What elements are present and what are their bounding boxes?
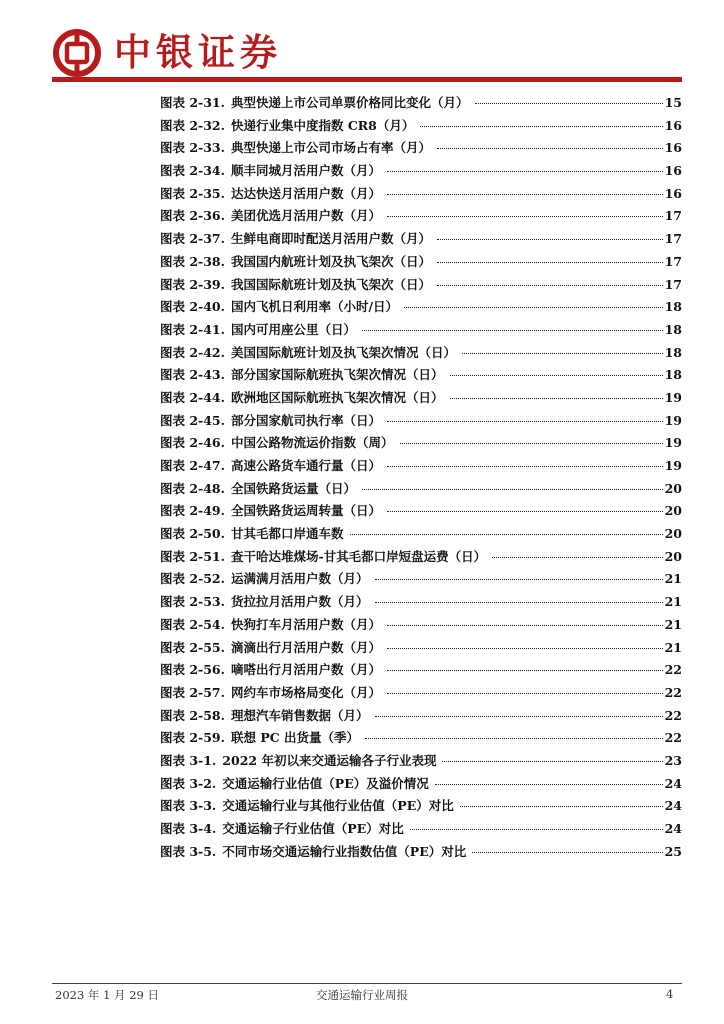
toc-entry-page: 21 (664, 571, 682, 587)
toc-entry[interactable] (160, 500, 682, 523)
toc-entry-title: 货拉拉月活用户数（月） (230, 594, 369, 610)
toc-entry-title: 查干哈达堆煤场-甘其毛都口岸短盘运费（日） (230, 548, 487, 564)
toc-entry-title: 全国铁路货运周转量（日） (230, 503, 381, 519)
toc-entry-label: 图表 2-31. (160, 95, 225, 110)
toc-entry-label: 图表 2-55. (160, 639, 225, 655)
toc-entry-label: 图表 2-35. (160, 185, 225, 201)
toc-dot-leader (387, 511, 663, 512)
toc-entry-label: 图表 3-2. (160, 775, 217, 791)
toc-dot-leader (460, 806, 663, 807)
toc-entry[interactable] (160, 205, 682, 228)
toc-entry-title: 全国铁路货运量（日） (230, 480, 356, 496)
toc-dot-leader (387, 625, 663, 626)
toc-entry-label: 图表 2-40. (160, 299, 225, 315)
toc-entry-page: 24 (664, 821, 682, 836)
toc-entry-title: 滴滴出行月活用户数（月） (230, 639, 381, 655)
toc-entry[interactable] (160, 546, 682, 569)
toc-entry[interactable] (160, 183, 682, 206)
toc-entry-label: 图表 2-52. (160, 571, 225, 587)
toc-entry-page: 22 (664, 684, 682, 700)
toc-dot-leader (362, 330, 663, 331)
toc-entry-label: 图表 2-46. (160, 435, 225, 451)
toc-entry-page: 24 (664, 798, 682, 814)
toc-dot-leader (362, 489, 663, 490)
toc-entry-label: 图表 2-39. (160, 276, 225, 292)
toc-dot-leader (450, 375, 663, 376)
toc-entry[interactable] (160, 841, 682, 864)
toc-dot-leader (442, 761, 662, 762)
toc-entry[interactable] (160, 478, 682, 501)
toc-entry-label: 图表 2-54. (160, 616, 225, 632)
toc-dot-leader (375, 602, 663, 603)
toc-entry-label: 图表 2-32. (160, 117, 225, 133)
toc-entry-title: 联想 PC 出货量（季） (230, 730, 360, 746)
toc-entry-page: 15 (664, 95, 682, 110)
toc-entry[interactable] (160, 228, 682, 251)
toc-entry[interactable] (160, 773, 682, 796)
toc-entry-label: 图表 2-59. (160, 730, 225, 746)
toc-entry-label: 图表 3-3. (160, 798, 217, 814)
toc-entry-label: 图表 2-51. (160, 548, 225, 564)
toc-entry-label: 图表 3-5. (160, 843, 217, 859)
toc-entry[interactable] (160, 296, 682, 319)
toc-entry[interactable] (160, 137, 682, 160)
toc-dot-leader (387, 693, 663, 694)
toc-entry-page: 18 (664, 321, 682, 337)
toc-entry[interactable] (160, 614, 682, 637)
toc-entry-label: 图表 3-4. (160, 821, 217, 836)
toc-entry[interactable] (160, 92, 682, 115)
toc-dot-leader (437, 285, 663, 286)
toc-dot-leader (387, 421, 663, 422)
toc-dot-leader (350, 534, 663, 535)
toc-entry-page: 19 (664, 412, 682, 428)
bank-of-china-logo-icon (52, 28, 102, 78)
toc-entry-title: 2022 年初以来交通运输各子行业表现 (222, 752, 437, 768)
toc-entry-title: 甘其毛都口岸通车数 (230, 526, 344, 542)
toc-dot-leader (365, 738, 663, 739)
toc-entry-page: 23 (664, 752, 682, 768)
toc-entry-page: 20 (664, 503, 682, 519)
toc-dot-leader (472, 852, 662, 853)
toc-entry-label: 图表 2-42. (160, 344, 225, 360)
toc-entry-label: 图表 2-45. (160, 412, 225, 428)
toc-dot-leader (387, 216, 663, 217)
toc-entry-title: 运满满月活用户数（月） (230, 571, 369, 587)
toc-entry-title: 国内飞机日利用率（小时/日） (230, 299, 399, 315)
toc-entry-title: 达达快送月活用户数（月） (230, 185, 381, 201)
toc-entry-page: 20 (664, 526, 682, 542)
toc-entry-label: 图表 2-34. (160, 163, 225, 179)
toc-entry-title: 交通运输行业估值（PE）及溢价情况 (222, 775, 429, 791)
toc-dot-leader (400, 443, 663, 444)
toc-entry-title: 网约车市场格局变化（月） (230, 684, 381, 700)
figure-table-of-contents (160, 92, 682, 863)
toc-entry[interactable] (160, 410, 682, 433)
toc-entry[interactable] (160, 750, 682, 773)
toc-dot-leader (450, 398, 663, 399)
toc-entry[interactable] (160, 795, 682, 818)
toc-dot-leader (437, 148, 663, 149)
toc-entry-label: 图表 2-49. (160, 503, 225, 519)
toc-entry-title: 典型快递上市公司市场占有率（月） (230, 140, 431, 156)
toc-dot-leader (420, 126, 662, 127)
toc-entry[interactable] (160, 387, 682, 410)
toc-entry-page: 17 (664, 208, 682, 224)
toc-entry-label: 图表 2-36. (160, 208, 225, 224)
toc-dot-leader (387, 648, 663, 649)
toc-entry[interactable] (160, 364, 682, 387)
toc-entry-page: 21 (664, 616, 682, 632)
toc-entry-title: 部分国家航司执行率（日） (230, 412, 381, 428)
toc-entry[interactable] (160, 523, 682, 546)
toc-entry-page: 16 (664, 117, 682, 133)
toc-entry-label: 图表 3-1. (160, 752, 217, 768)
toc-entry-title: 我国国际航班计划及执飞架次（日） (230, 276, 431, 292)
toc-entry-title: 典型快递上市公司单票价格同比变化（月） (230, 95, 469, 110)
toc-entry[interactable] (160, 115, 682, 138)
toc-entry-title: 国内可用座公里（日） (230, 321, 356, 337)
toc-entry-title: 生鲜电商即时配送月活用户数（月） (230, 231, 431, 247)
toc-entry-title: 部分国家国际航班执飞架次情况（日） (230, 367, 444, 383)
toc-entry-page: 19 (664, 389, 682, 405)
toc-entry-page: 22 (664, 662, 682, 678)
toc-entry[interactable] (160, 432, 682, 455)
toc-entry-title: 嘀嗒出行月活用户数（月） (230, 662, 381, 678)
toc-dot-leader (387, 194, 663, 195)
footer-page-number: 4 (666, 987, 674, 1001)
toc-dot-leader (375, 716, 663, 717)
toc-entry[interactable] (160, 342, 682, 365)
toc-entry[interactable] (160, 568, 682, 591)
toc-entry-title: 快狗打车月活用户数（月） (230, 616, 381, 632)
toc-dot-leader (462, 353, 663, 354)
toc-entry-label: 图表 2-41. (160, 321, 225, 337)
toc-entry-page: 21 (664, 639, 682, 655)
toc-entry-page: 18 (664, 344, 682, 360)
toc-entry-label: 图表 2-38. (160, 253, 225, 269)
toc-entry[interactable] (160, 637, 682, 660)
toc-entry-label: 图表 2-48. (160, 480, 225, 496)
toc-dot-leader (492, 557, 662, 558)
toc-dot-leader (475, 103, 663, 104)
toc-entry-label: 图表 2-58. (160, 707, 225, 723)
toc-entry-title: 顺丰同城月活用户数（月） (230, 163, 381, 179)
toc-entry-page: 16 (664, 140, 682, 156)
toc-entry-page: 21 (664, 594, 682, 610)
toc-entry-title: 理想汽车销售数据（月） (230, 707, 369, 723)
toc-entry-label: 图表 2-50. (160, 526, 225, 542)
toc-entry-title: 不同市场交通运输行业指数估值（PE）对比 (222, 843, 467, 859)
toc-entry-title: 美团优选月活用户数（月） (230, 208, 381, 224)
toc-entry[interactable] (160, 455, 682, 478)
toc-entry[interactable] (160, 251, 682, 274)
toc-entry-page: 25 (664, 843, 682, 859)
toc-entry-page: 20 (664, 480, 682, 496)
toc-dot-leader (435, 784, 663, 785)
toc-entry-title: 快递行业集中度指数 CR8（月） (230, 117, 415, 133)
toc-entry-page: 24 (664, 775, 682, 791)
toc-entry-title: 交通运输子行业估值（PE）对比 (222, 821, 404, 836)
toc-entry[interactable] (160, 319, 682, 342)
toc-entry[interactable] (160, 274, 682, 297)
toc-dot-leader (437, 262, 663, 263)
toc-entry-title: 我国国内航班计划及执飞架次（日） (230, 253, 431, 269)
footer-rule (52, 983, 682, 984)
toc-entry-label: 图表 2-44. (160, 389, 225, 405)
toc-entry[interactable] (160, 591, 682, 614)
toc-entry[interactable] (160, 705, 682, 728)
toc-entry[interactable] (160, 659, 682, 682)
toc-dot-leader (404, 307, 663, 308)
toc-entry[interactable] (160, 160, 682, 183)
toc-entry-page: 16 (664, 163, 682, 179)
toc-dot-leader (387, 171, 663, 172)
footer-report-title: 交通运输行业周报 (316, 988, 408, 1002)
toc-entry-page: 18 (664, 299, 682, 315)
toc-entry-label: 图表 2-56. (160, 662, 225, 678)
toc-entry-label: 图表 2-57. (160, 684, 225, 700)
toc-entry[interactable] (160, 682, 682, 705)
toc-dot-leader (437, 239, 663, 240)
toc-dot-leader (410, 829, 663, 830)
toc-entry-page: 20 (664, 548, 682, 564)
toc-dot-leader (375, 579, 663, 580)
brand-name: 中银证券 (114, 31, 282, 74)
toc-entry[interactable] (160, 727, 682, 750)
toc-entry-page: 17 (664, 253, 682, 269)
toc-dot-leader (387, 466, 663, 467)
toc-entry-title: 高速公路货车通行量（日） (230, 458, 381, 473)
toc-entry-title: 欧洲地区国际航班执飞架次情况（日） (230, 389, 444, 405)
toc-entry-title: 交通运输行业与其他行业估值（PE）对比 (222, 798, 454, 814)
toc-entry-page: 22 (664, 707, 682, 723)
toc-entry-page: 19 (664, 435, 682, 451)
toc-entry-page: 22 (664, 730, 682, 746)
footer-date: 2023 年 1 月 29 日 (55, 988, 159, 1002)
toc-entry[interactable] (160, 818, 682, 841)
toc-entry-label: 图表 2-47. (160, 458, 225, 473)
toc-entry-label: 图表 2-43. (160, 367, 225, 383)
toc-entry-label: 图表 2-33. (160, 140, 225, 156)
toc-entry-label: 图表 2-53. (160, 594, 225, 610)
toc-entry-page: 17 (664, 276, 682, 292)
toc-entry-page: 16 (664, 185, 682, 201)
toc-entry-title: 中国公路物流运价指数（周） (230, 435, 394, 451)
toc-entry-label: 图表 2-37. (160, 231, 225, 247)
header-rule (52, 77, 682, 82)
toc-dot-leader (387, 670, 663, 671)
toc-entry-title: 美国国际航班计划及执飞架次情况（日） (230, 344, 456, 360)
toc-entry-page: 19 (664, 458, 682, 473)
toc-entry-page: 17 (664, 231, 682, 247)
page-header (52, 28, 682, 78)
toc-entry-page: 18 (664, 367, 682, 383)
